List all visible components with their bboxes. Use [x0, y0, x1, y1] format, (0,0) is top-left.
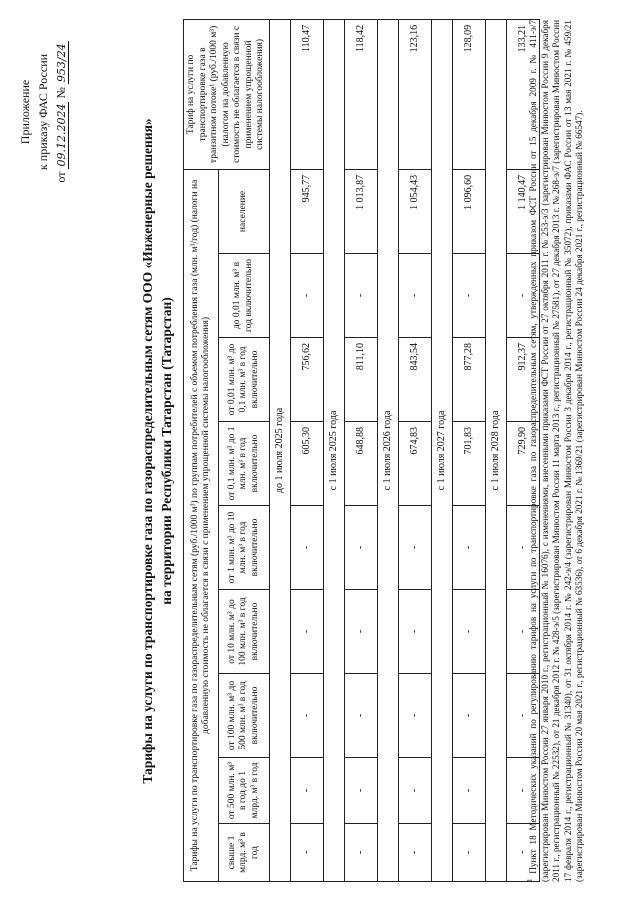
- table-cell: -: [290, 674, 323, 758]
- document-title-line2: на территории Республики Татарстан (Татарстан): [159, 297, 174, 605]
- tariff-table-body: [269, 19, 539, 881]
- handwritten-date: 09.12.2024: [55, 103, 68, 167]
- table-row: [398, 19, 431, 881]
- appendix-from-label: от: [54, 171, 68, 183]
- table-cell: 123,16: [398, 19, 431, 169]
- table-cell: 877,28: [452, 338, 485, 422]
- table-row: [344, 19, 377, 881]
- table-cell: -: [344, 254, 377, 338]
- table-cell: -: [290, 590, 323, 674]
- footnote: [525, 20, 586, 882]
- table-cell: -: [452, 254, 485, 338]
- table-cell: 701,83: [452, 422, 485, 506]
- appendix-number-label: №: [54, 87, 68, 99]
- table-cell: -: [452, 674, 485, 758]
- table-cell: -: [398, 758, 431, 824]
- table-cell: -: [452, 590, 485, 674]
- column-header: от 0,01 млн. м³ до 0,1 млн. м³ в год включительно: [219, 338, 269, 422]
- footnote-marker: 1: [525, 878, 534, 882]
- table-cell: -: [290, 254, 323, 338]
- appendix-order-ref: к приказу ФАС России: [36, 53, 50, 171]
- period-row: [431, 19, 452, 881]
- table-cell: -: [290, 506, 323, 590]
- table-cell: -: [344, 590, 377, 674]
- period-row: [269, 19, 290, 881]
- group-header: Тарифы на услуги по транспортировке газа по газораспределительным сетям (руб./1000 м³) по группам потребителей с объемом потребления газа (млн. м³/год) (налоги на добавленную стоимость не облагается в связи с применением упрощенной системы налогообложения): [184, 169, 219, 881]
- tariff-table: [183, 19, 540, 882]
- table-cell: 674,83: [398, 422, 431, 506]
- table-row: [290, 19, 323, 881]
- period-row: [377, 19, 398, 881]
- column-header: до 0,01 млн. м³ в год включительно: [219, 254, 269, 338]
- table-cell: -: [398, 590, 431, 674]
- footnote-text: Пункт 18 Методических указаний по регулированию тарифов на услуги по транспортировке газа по газораспределительным сетям, утвержденных приказом ФСТ России от 15 декабря 2009 г. № 411-э/7 (зарегистрирован Минюстом России 27 января 2010 г., регистрационный № 16076), с изменениями, внесенными приказами ФСТ России от 27 октября 2011 г. № 253-э/3 (зарегистрирован Минюстом России 9 декабря 2011 г., регистрационный № 22532), от 21 декабря 2012 г. № 428-э/5 (зарегистрирован Минюстом России 11 марта 2013 г., регистрационный № 27581), от 27 декабря 2013 г. № 268-э/7 (зарегистрирован Минюстом России 17 февраля 2014 г., регистрационный № 31340), от 31 октября 2014 г. № 242-э/4 (зарегистрирован Минюстом России 3 декабря 2014 г., регистрационный № 35072), приказами ФАС России от 13 мая 2021 г. № 459/21 (зарегистрирован Минюстом России 20 мая 2021 г., регистрационный № 63536), от 6 декабря 2021 г. № 1369/21 (зарегистрирован Минюстом России 24 декабря 2021 г., регистрационный № 66547).: [528, 20, 585, 882]
- table-cell: -: [344, 674, 377, 758]
- period-label: с 1 июля 2028 года: [485, 19, 506, 881]
- table-cell: 756,62: [290, 338, 323, 422]
- table-cell: 1 140,47: [506, 169, 539, 253]
- table-cell: 1 096,60: [452, 169, 485, 253]
- table-cell: -: [290, 758, 323, 824]
- period-row: [323, 19, 344, 881]
- table-cell: 729,90: [506, 422, 539, 506]
- column-header: от 0,1 млн. м³ до 1 млн. м³ в год включительно: [219, 422, 269, 506]
- table-cell: -: [398, 506, 431, 590]
- table-cell: 1 054,43: [398, 169, 431, 253]
- table-cell: 128,09: [452, 19, 485, 169]
- column-header: свыше 1 млрд. м³ в год: [219, 824, 269, 882]
- period-label: с 1 июля 2025 года: [323, 19, 344, 881]
- table-cell: -: [398, 674, 431, 758]
- period-label: с 1 июля 2027 года: [431, 19, 452, 881]
- table-cell: -: [344, 506, 377, 590]
- table-cell: -: [452, 758, 485, 824]
- table-cell: 133,21: [506, 19, 539, 169]
- table-cell: -: [506, 674, 539, 758]
- transit-tariff-header: Тариф на услуги по транспортировке газа в транзитном потоке¹ (руб./1000 м³) (налогом на добавленную стоимость не облагается в связи с применением упрощенной системы налогообложения): [184, 19, 270, 169]
- table-cell: -: [506, 590, 539, 674]
- table-cell: -: [506, 506, 539, 590]
- column-header: от 1 млн. м³ до 10 млн. м³ в год включительно: [219, 506, 269, 590]
- column-header: от 100 млн. м³ до 500 млн. м³ в год включительно: [219, 674, 269, 758]
- table-cell: 605,30: [290, 422, 323, 506]
- table-cell: 118,42: [344, 19, 377, 169]
- period-label: с 1 июля 2026 года: [377, 19, 398, 881]
- table-cell: -: [452, 824, 485, 882]
- table-cell: -: [506, 824, 539, 882]
- table-cell: -: [290, 824, 323, 882]
- table-cell: -: [506, 254, 539, 338]
- column-header: от 10 млн. м³ до 100 млн. м³ в год включительно: [219, 590, 269, 674]
- column-header: от 500 млн. м³ в год до 1 млрд. м³ в год: [219, 758, 269, 824]
- table-cell: 110,47: [290, 19, 323, 169]
- table-cell: -: [344, 758, 377, 824]
- table-cell: -: [506, 758, 539, 824]
- period-label: до 1 июля 2025 года: [269, 19, 290, 881]
- handwritten-number: 953/24: [55, 43, 68, 83]
- period-row: [485, 19, 506, 881]
- appendix-title: Приложение: [18, 79, 32, 145]
- table-cell: 811,10: [344, 338, 377, 422]
- table-cell: 1 013,87: [344, 169, 377, 253]
- table-cell: -: [344, 824, 377, 882]
- table-cell: -: [452, 506, 485, 590]
- table-cell: 945,77: [290, 169, 323, 253]
- column-header: население: [219, 169, 269, 253]
- appendix-date-number: [52, 12, 71, 212]
- document-title: [138, 40, 176, 862]
- table-cell: -: [398, 254, 431, 338]
- table-row: [452, 19, 485, 881]
- table-cell: 648,88: [344, 422, 377, 506]
- table-cell: 912,37: [506, 338, 539, 422]
- appendix-block: [16, 12, 71, 212]
- document-title-line1: Тарифы на услуги по транспортировке газа по газораспределительным сетям ООО «Инженерные решения»: [140, 118, 155, 784]
- table-cell: -: [398, 824, 431, 882]
- table-cell: 843,54: [398, 338, 431, 422]
